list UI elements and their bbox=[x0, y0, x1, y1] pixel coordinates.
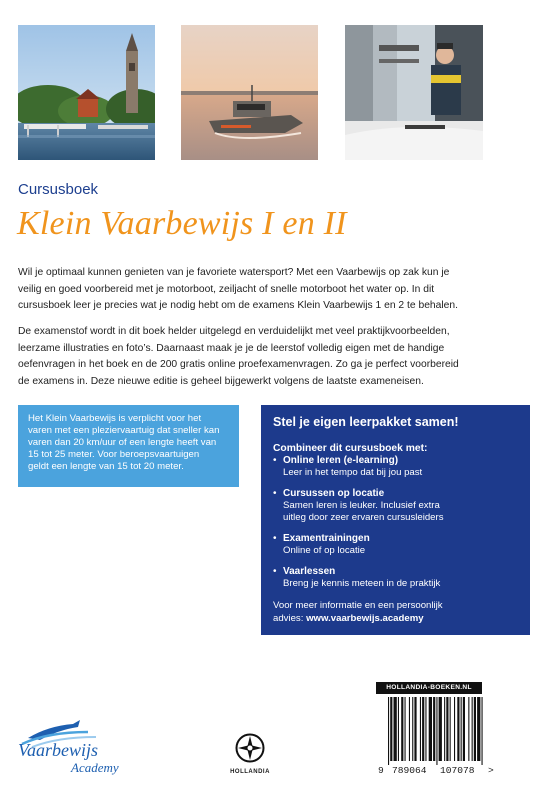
info-line: varen dan 20 km/uur of een lengte heeft van bbox=[28, 437, 217, 448]
promo-item-title: Vaarlessen bbox=[283, 566, 336, 577]
compass-rose-icon bbox=[235, 733, 265, 763]
promo-item-title: Cursussen op locatie bbox=[283, 488, 385, 499]
info-line: 15 tot 25 meter. Voor beroepsvaartuigen bbox=[28, 449, 200, 460]
barcode-bar bbox=[454, 697, 455, 761]
barcode-bar bbox=[401, 697, 403, 761]
intro-line: cursusboek leer je precies wat je nodig hebt om de examens Klein Vaarbewijs 1 en 2 te behalen. bbox=[18, 300, 458, 311]
body-line: oefenvragen in het boek en de 200 gratis online proefexamenvragen. Zo ga je perfect voorbereid bbox=[18, 359, 459, 370]
barcode-digits-group1: 789064 bbox=[392, 765, 427, 776]
hollandia-logo bbox=[228, 733, 272, 778]
logo-text-academy: Academy bbox=[71, 760, 119, 775]
barcode-bars bbox=[376, 697, 516, 765]
vaarbewijs-academy-logo bbox=[18, 718, 138, 778]
logo-text-vaarbewijs: Vaarbewijs bbox=[18, 740, 99, 760]
bullet-icon: • bbox=[273, 455, 277, 466]
body-line: leerzame illustraties en foto’s. Daarnaast maak je je de leerstof volledig eigen met de handige bbox=[18, 342, 445, 354]
barcode-bar bbox=[468, 697, 469, 761]
barcode-bar bbox=[429, 697, 432, 761]
info-line: geldt een lengte van 15 tot 20 meter. bbox=[28, 461, 184, 472]
barcode-bar bbox=[446, 697, 448, 761]
barcode-bar bbox=[422, 697, 424, 761]
book-title: Klein Vaarbewijs I en II bbox=[17, 205, 347, 242]
intro-paragraph bbox=[18, 265, 530, 315]
promo-footer bbox=[273, 599, 518, 625]
promo-title: Stel je eigen leerpakket samen! bbox=[273, 415, 459, 429]
promo-item-text: Samen leren is leuker. Inclusief extra bbox=[283, 500, 440, 511]
bullet-icon: • bbox=[273, 488, 277, 499]
promo-item-exam bbox=[273, 533, 518, 557]
barcode-label: HOLLANDIA-BOEKEN.NL bbox=[376, 682, 482, 694]
barcode-bar bbox=[398, 697, 399, 761]
barcode-bar bbox=[388, 697, 389, 765]
barcode-bar bbox=[414, 697, 416, 761]
barcode-digits-group2: 107078 bbox=[440, 765, 475, 776]
barcode-bar bbox=[472, 697, 473, 761]
body-line: de examens in. Deze nieuwe editie is geheel bijgewerkt volgens de laatste exameneisen. bbox=[18, 375, 424, 387]
promo-footer-line bbox=[273, 612, 518, 625]
barcode-bar bbox=[477, 697, 480, 761]
barcode-bar bbox=[436, 697, 437, 765]
boat-lock-skipper-photo bbox=[345, 25, 483, 160]
barcode-bar bbox=[394, 697, 397, 761]
promo-item-text: Leer in het tempo dat bij jou past bbox=[283, 467, 423, 478]
barcode-bar bbox=[444, 697, 445, 761]
promo-item-location bbox=[273, 488, 518, 524]
info-line: Het Klein Vaarbewijs is verplicht voor het bbox=[28, 413, 202, 424]
bullet-icon: • bbox=[273, 533, 277, 544]
intro-line: Wil je optimaal kunnen genieten van je favoriete watersport? Met een Vaarbewijs op zak kun je bbox=[18, 267, 450, 278]
barcode-bar bbox=[439, 697, 442, 761]
photo-motorboat bbox=[181, 25, 318, 160]
motorboat-sunset-photo bbox=[181, 25, 318, 160]
promo-item-online bbox=[273, 455, 518, 479]
info-line: varen met een pleziervaartuig dat sneller kan bbox=[28, 425, 220, 436]
photo-boat-lock bbox=[345, 25, 483, 160]
website-link[interactable]: www.vaarbewijs.academy bbox=[306, 613, 424, 624]
barcode-bar bbox=[463, 697, 465, 761]
barcode-digit-first: 9 bbox=[378, 765, 384, 776]
intro-line: veilig en goed voorbereid met je motorboot, zeiljacht of snelle motorboot het water op. In dit bbox=[18, 283, 435, 295]
promo-item-title: Examentrainingen bbox=[283, 533, 370, 544]
promo-item-title: Online leren (e-learning) bbox=[283, 455, 399, 466]
barcode-bar bbox=[450, 697, 451, 761]
promo-item-text: Online of op locatie bbox=[283, 545, 366, 556]
barcode-bar bbox=[405, 697, 406, 761]
barcode-arrow: > bbox=[488, 765, 494, 776]
promo-box bbox=[261, 405, 530, 635]
body-line: De examenstof wordt in dit boek helder uitgelegd en verduidelijkt met veel praktijkvoorbeelden, bbox=[18, 326, 450, 337]
barcode-bar bbox=[409, 697, 410, 761]
info-box bbox=[18, 405, 239, 487]
promo-lead: Combineer dit cursusboek met: bbox=[273, 443, 428, 454]
barcode-bar bbox=[461, 697, 462, 761]
promo-footer-prefix: advies: bbox=[273, 613, 307, 624]
body-paragraph bbox=[18, 324, 530, 390]
subtitle: Cursusboek bbox=[18, 181, 99, 198]
barcode-bar bbox=[425, 697, 426, 761]
barcode-bar bbox=[433, 697, 435, 761]
barcode-bar bbox=[390, 697, 392, 761]
barcode-bar bbox=[482, 697, 483, 765]
promo-footer-line: Voor meer informatie en een persoonlijk bbox=[273, 600, 443, 611]
publisher-name: HOLLANDIA bbox=[230, 769, 270, 775]
barcode-bar bbox=[412, 697, 413, 761]
promo-item-lessons bbox=[273, 566, 518, 590]
promo-item-text: Breng je kennis meteen in de praktijk bbox=[283, 578, 441, 589]
isbn-barcode bbox=[376, 697, 516, 782]
barcode-bar bbox=[420, 697, 421, 761]
town-church-waterway-photo bbox=[18, 25, 155, 160]
bullet-icon: • bbox=[273, 566, 277, 577]
barcode-bar bbox=[474, 697, 476, 761]
promo-item-text: uitleg door zeer ervaren cursusleiders bbox=[283, 512, 444, 523]
barcode-bar bbox=[457, 697, 459, 761]
photo-town-church bbox=[18, 25, 155, 160]
